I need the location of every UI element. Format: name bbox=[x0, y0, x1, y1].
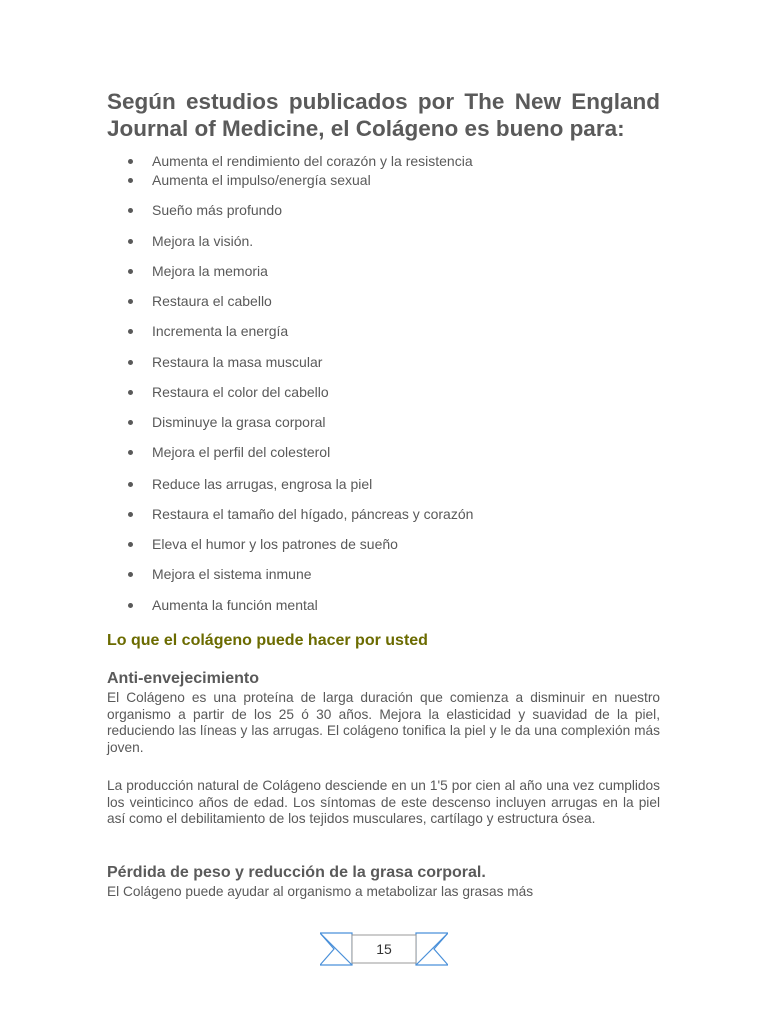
bullet-icon bbox=[128, 603, 133, 608]
page-number-ribbon bbox=[320, 931, 448, 967]
bullet-icon bbox=[128, 390, 133, 395]
list-item-text: Incrementa la energía bbox=[152, 323, 289, 339]
bullet-icon bbox=[128, 572, 133, 577]
bullet-icon bbox=[128, 420, 133, 425]
list-item-text: Reduce las arrugas, engrosa la piel bbox=[152, 476, 373, 492]
list-item-text: Disminuye la grasa corporal bbox=[152, 414, 326, 430]
section-heading: Lo que el colágeno puede hacer por usted bbox=[107, 632, 428, 649]
anti-aging-paragraph-1: El Colágeno es una proteína de larga duración que comienza a disminuir en nuestro organismo a partir de los 25 ó 30 años. Mejora la elasticidad y suavidad de la piel, reduciendo las líneas y las arrugas. El colágeno tonifica la piel y le da una complexión más joven. bbox=[107, 690, 660, 755]
bullet-icon bbox=[128, 159, 133, 164]
anti-aging-heading: Anti-envejecimiento bbox=[107, 670, 260, 687]
list-item-text: Restaura el color del cabello bbox=[152, 384, 329, 400]
bullet-icon bbox=[128, 542, 133, 547]
bullet-icon bbox=[128, 239, 133, 244]
list-item-text: Mejora el sistema inmune bbox=[152, 566, 312, 582]
bullet-icon bbox=[128, 482, 133, 487]
list-item-text: Restaura el tamaño del hígado, páncreas y corazón bbox=[152, 506, 474, 522]
list-item-text: Eleva el humor y los patrones de sueño bbox=[152, 536, 398, 552]
list-item-text: Restaura la masa muscular bbox=[152, 354, 323, 370]
anti-aging-paragraph-2: La producción natural de Colágeno desciende en un 1'5 por cien al año una vez cumplidos los veinticinco años de edad. Los síntomas de este descenso incluyen arrugas en la piel así como el debilitamiento de los tejidos musculares, cartílago y estructura ósea. bbox=[107, 778, 660, 826]
weight-loss-heading: Pérdida de peso y reducción de la grasa corporal. bbox=[107, 864, 486, 881]
list-item-text: Restaura el cabello bbox=[152, 293, 272, 309]
list-item-text: Aumenta el rendimiento del corazón y la resistencia bbox=[152, 153, 473, 169]
bullet-icon bbox=[128, 299, 133, 304]
bullet-icon bbox=[128, 360, 133, 365]
list-item-text: Sueño más profundo bbox=[152, 202, 282, 218]
bullet-icon bbox=[128, 450, 133, 455]
list-item-text: Mejora la memoria bbox=[152, 263, 268, 279]
page-number: 15 bbox=[376, 941, 392, 957]
bullet-icon bbox=[128, 178, 133, 183]
list-item-text: Aumenta el impulso/energía sexual bbox=[152, 172, 371, 188]
bullet-icon bbox=[128, 208, 133, 213]
weight-loss-paragraph: El Colágeno puede ayudar al organismo a metabolizar las grasas más bbox=[107, 884, 534, 899]
bullet-icon bbox=[128, 329, 133, 334]
list-item-text: Mejora la visión. bbox=[152, 233, 254, 249]
bullet-icon bbox=[128, 269, 133, 274]
list-item-text: Aumenta la función mental bbox=[152, 597, 318, 613]
page-title: Según estudios publicados por The New England Journal of Medicine, el Colágeno es bueno para: bbox=[107, 89, 660, 141]
bullet-icon bbox=[128, 512, 133, 517]
list-item-text: Mejora el perfil del colesterol bbox=[152, 444, 331, 460]
